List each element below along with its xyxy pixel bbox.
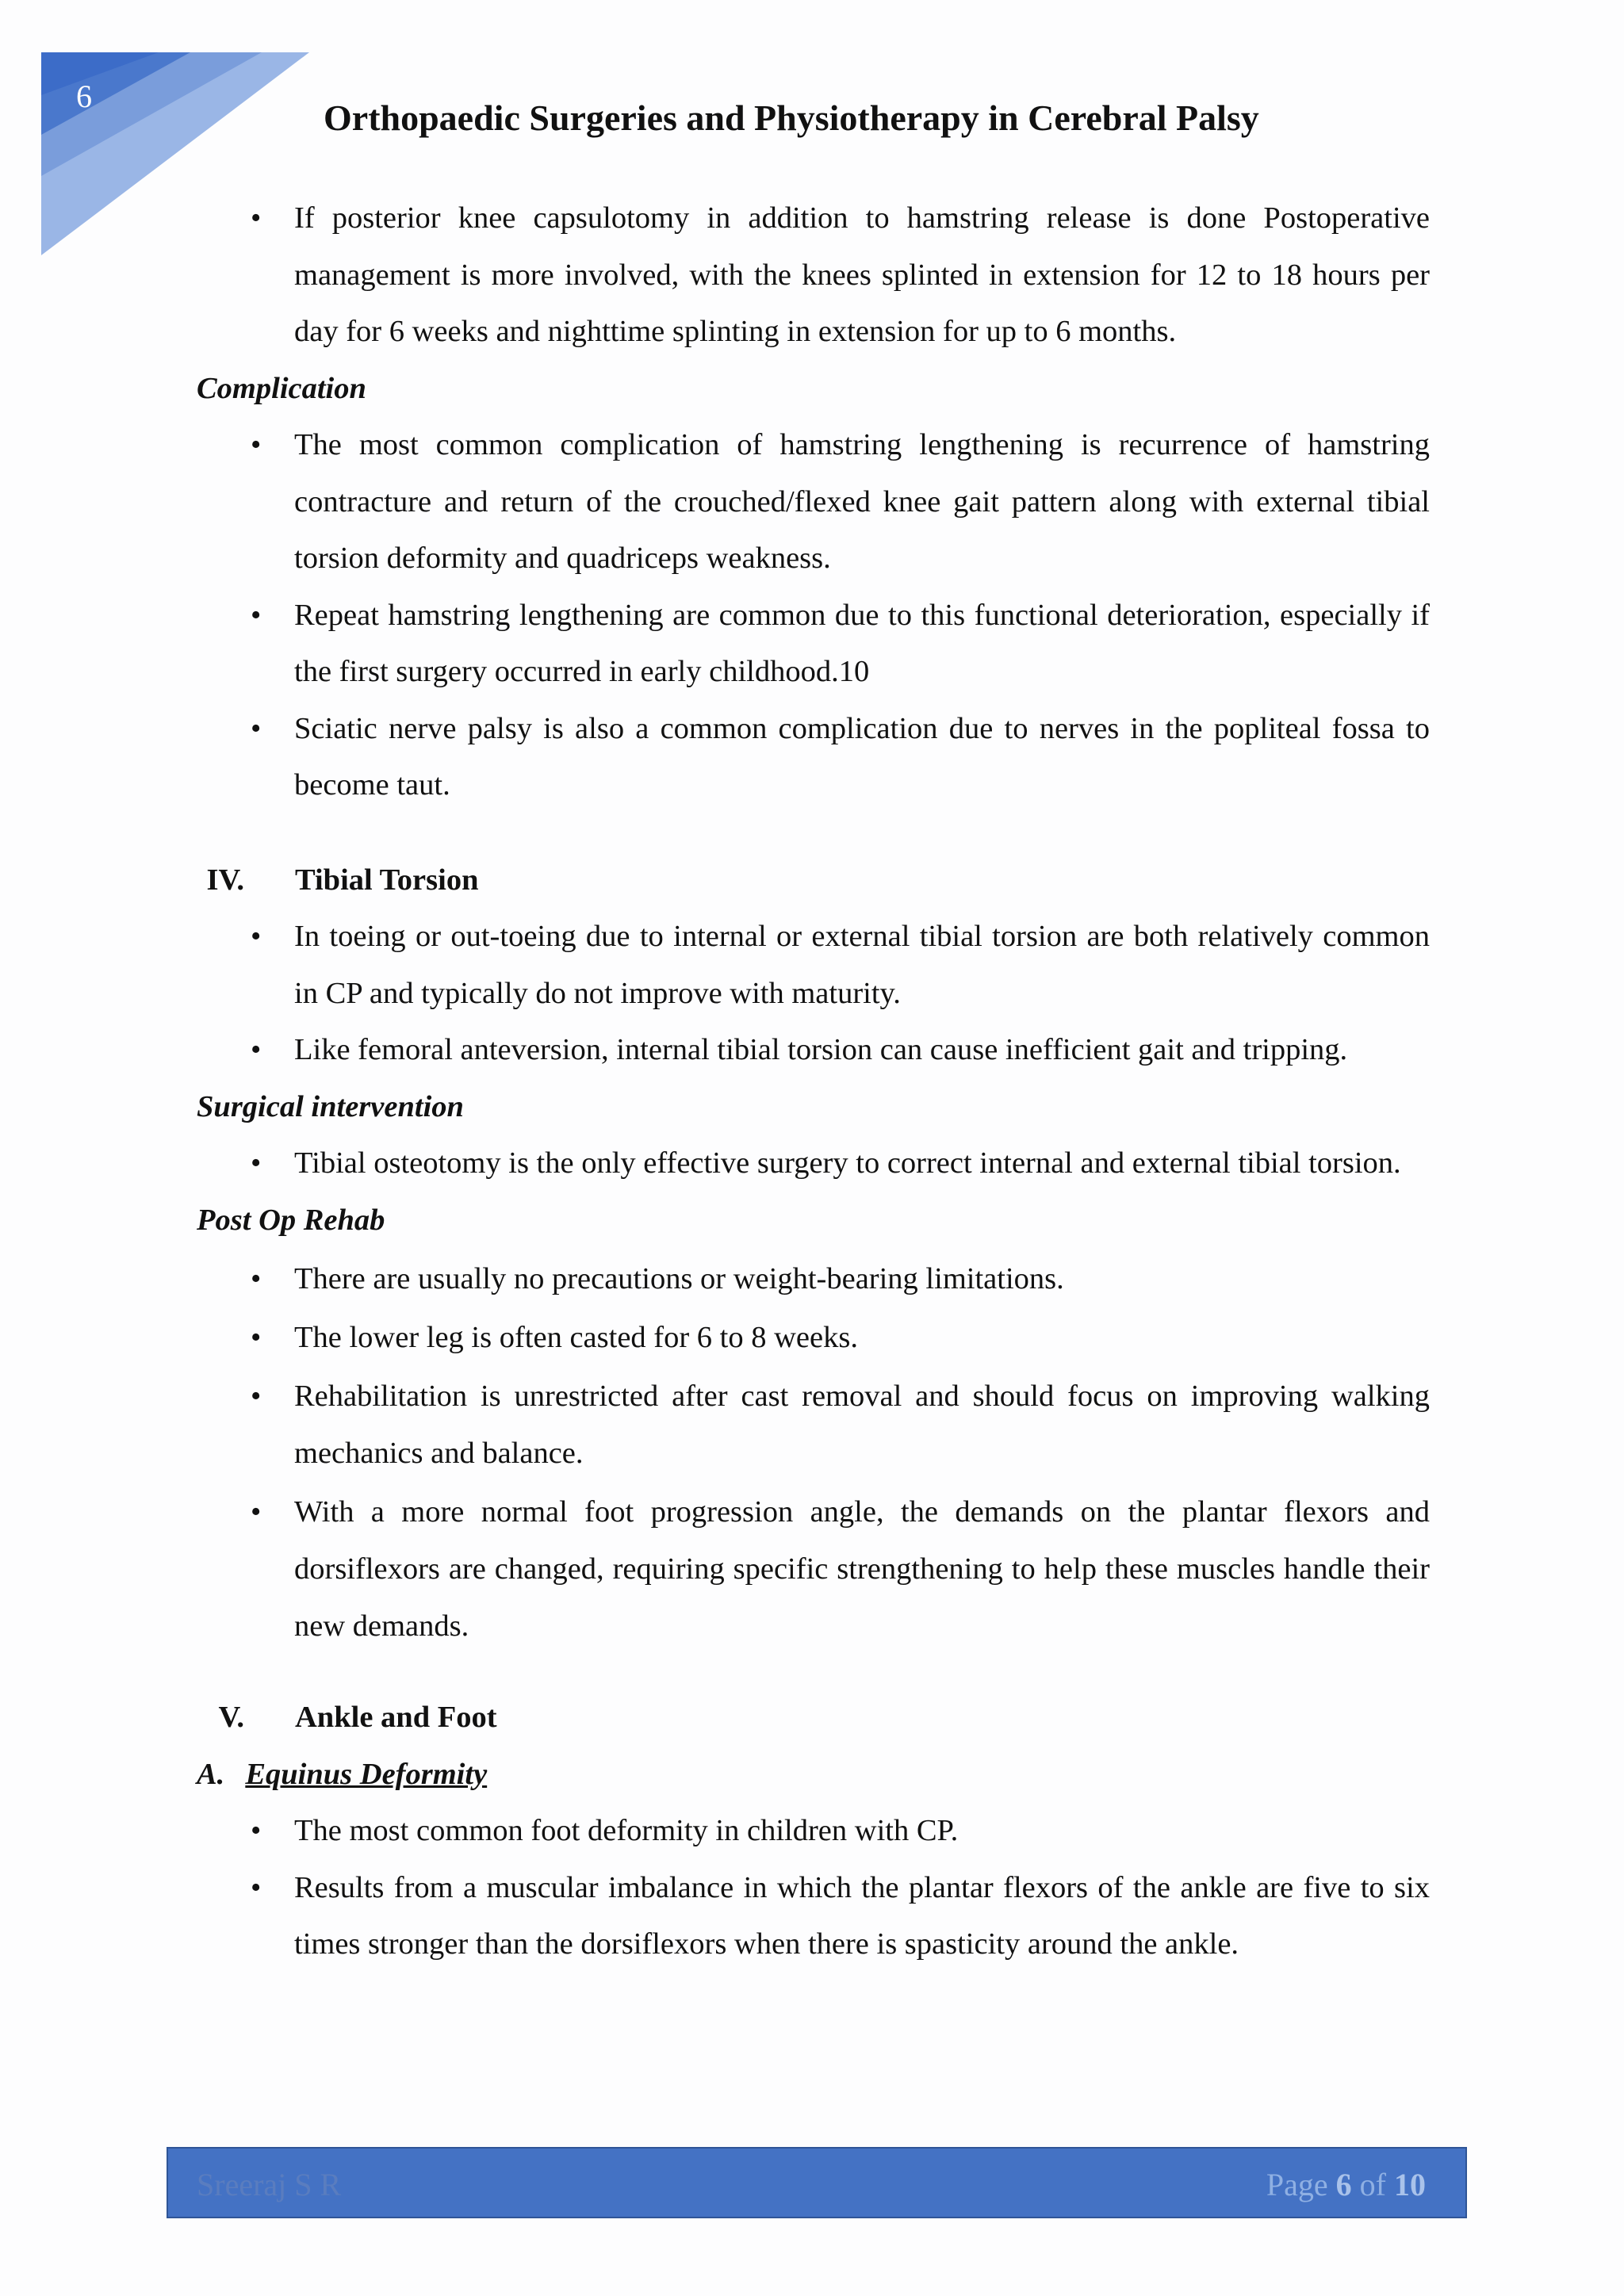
section-heading-tibial-torsion: IV. Tibial Torsion [206, 863, 479, 897]
list-item: • The lower leg is often casted for 6 to 8 weeks. [197, 1309, 1430, 1366]
list-item: • Like femoral anteversion, internal tibial torsion can cause inefficient gait and tripping. [197, 1022, 1430, 1079]
bullet-icon: • [251, 1146, 262, 1180]
bullet-icon: • [251, 1380, 262, 1413]
footer-author: Sreeraj S R [197, 2167, 342, 2202]
bullet-icon: • [251, 201, 262, 235]
subsection-equinus-deformity: A. Equinus Deformity [197, 1757, 488, 1791]
bullet-icon: • [251, 598, 262, 632]
bullet-icon: • [251, 1262, 262, 1295]
document-body [197, 190, 1430, 1973]
bullet-icon: • [251, 1870, 262, 1904]
bullet-icon: • [251, 920, 262, 953]
bullet-icon: • [251, 1814, 262, 1847]
page-footer [167, 2147, 1467, 2218]
list-item: • Sciatic nerve palsy is also a common complication due to nerves in the popliteal fossa to become taut. [197, 701, 1430, 814]
list-item: • Results from a muscular imbalance in which the plantar flexors of the ankle are five to six times stronger than the dorsiflexors when there is spasticity around the ankle. [197, 1860, 1430, 1973]
list-item: • Tibial osteotomy is the only effective surgery to correct internal and external tibial torsion. [197, 1135, 1430, 1192]
bullet-icon: • [251, 1495, 262, 1529]
list-item: • Rehabilitation is unrestricted after cast removal and should focus on improving walking mechanics and balance. [197, 1368, 1430, 1482]
subheading-complication: Complication [197, 371, 366, 405]
list-item: • In toeing or out-toeing due to internal or external tibial torsion are both relatively common in CP and typically do not improve with maturity. [197, 909, 1430, 1022]
page-title: Orthopaedic Surgeries and Physiotherapy in Cerebral Palsy [324, 98, 1259, 138]
bullet-icon: • [251, 1321, 262, 1354]
list-item: • There are usually no precautions or weight-bearing limitations. [197, 1250, 1430, 1307]
list-item: • With a more normal foot progression angle, the demands on the plantar flexors and dorsiflexors are changed, requiring specific strengthening to help these muscles handle their new demands. [197, 1483, 1430, 1655]
bullet-icon: • [251, 1033, 262, 1066]
section-heading-ankle-and-foot: V. Ankle and Foot [218, 1701, 497, 1734]
footer-page-indicator: Page 6 of 10 [1266, 2167, 1426, 2202]
subheading-surgical-intervention: Surgical intervention [197, 1089, 464, 1123]
list-item: • If posterior knee capsulotomy in addition to hamstring release is done Postoperative management is more involved, with the knees splinted in extension for 12 to 18 hours per day for 6 weeks and nighttime splinting in extension for up to 6 months. [197, 190, 1430, 361]
list-item: • Repeat hamstring lengthening are common due to this functional deterioration, especially if the first surgery occurred in early childhood.10 [197, 587, 1430, 701]
bullet-icon: • [251, 428, 262, 461]
page-number: 6 [76, 78, 92, 114]
list-item: • The most common complication of hamstring lengthening is recurrence of hamstring contracture and return of the crouched/flexed knee gait pattern along with external tibial torsion deformity and quadriceps weakness. [197, 417, 1430, 587]
bullet-icon: • [251, 711, 262, 745]
list-item: • The most common foot deformity in children with CP. [197, 1803, 1430, 1860]
subheading-post-op-rehab: Post Op Rehab [197, 1203, 385, 1237]
